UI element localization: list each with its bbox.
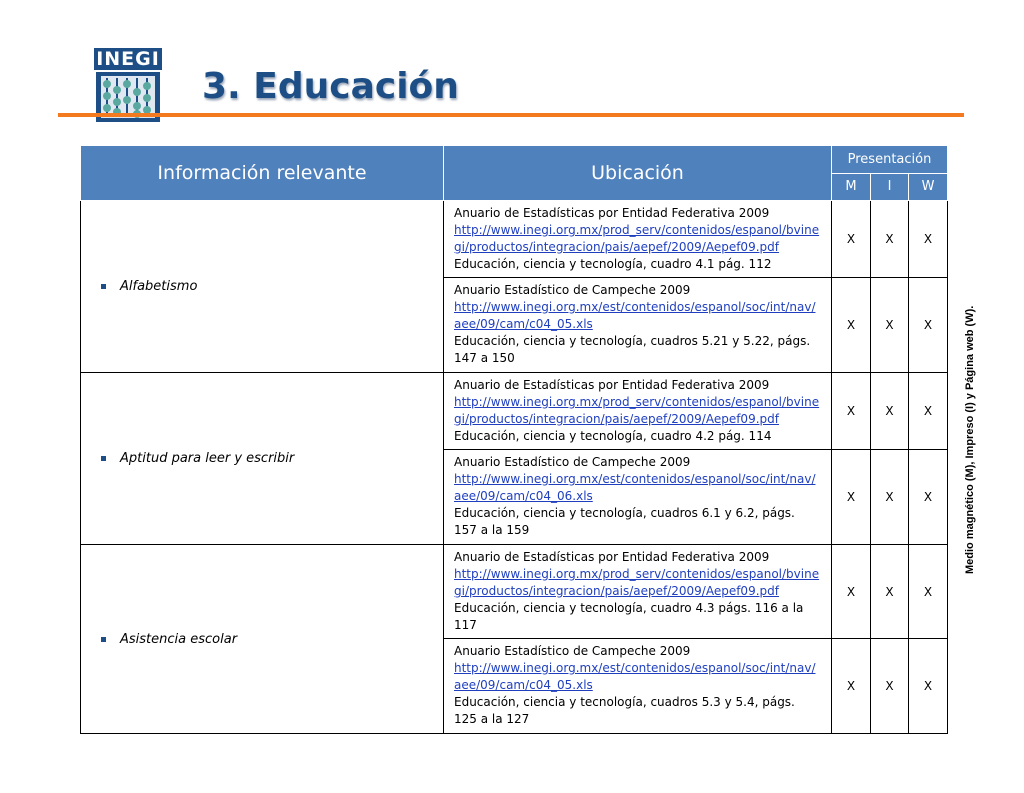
source-name: Anuario Estadístico de Campeche 2009: [454, 455, 691, 469]
bullet-icon: [101, 456, 106, 461]
source-link[interactable]: http://www.inegi.org.mx/est/contenidos/espanol/soc/int/nav/aee/09/cam/c04_06.xls: [454, 472, 816, 503]
item-alfabetismo: [81, 201, 444, 373]
mark-i: X: [871, 201, 909, 278]
table-row: [81, 201, 948, 278]
source-name: Anuario Estadístico de Campeche 2009: [454, 283, 691, 297]
header-location: Ubicación: [444, 146, 832, 201]
header-w: W: [909, 173, 948, 201]
item-label: Alfabetismo: [120, 279, 198, 294]
item-label: Asistencia escolar: [120, 631, 238, 647]
mark-m: X: [832, 450, 871, 545]
source-detail: Educación, ciencia y tecnología, cuadro 4.3 págs. 116 a la 117: [454, 601, 804, 632]
source-detail: Educación, ciencia y tecnología, cuadros 6.1 y 6.2, págs. 157 a la 159: [454, 506, 795, 537]
education-table: [80, 145, 948, 734]
table-row: [81, 545, 948, 639]
mark-m: X: [832, 278, 871, 373]
item-aptitud: [81, 373, 444, 545]
item-label: Aptitud para leer y escribir: [120, 451, 295, 466]
source-name: Anuario de Estadísticas por Entidad Federativa 2009: [454, 378, 770, 392]
mark-m: X: [832, 373, 871, 450]
source-name: Anuario de Estadísticas por Entidad Federativa 2009: [454, 206, 770, 220]
location-cell: [444, 373, 832, 450]
source-link[interactable]: http://www.inegi.org.mx/prod_serv/contenidos/espanol/bvinegi/productos/integracion/pais/aepef/2009/Aepef09.pdf: [454, 395, 820, 426]
source-detail: Educación, ciencia y tecnología, cuadro 4.2 pág. 114: [454, 429, 772, 443]
page-title: 3. Educación: [202, 66, 459, 107]
source-link[interactable]: http://www.inegi.org.mx/est/contenidos/espanol/soc/int/nav/aee/09/cam/c04_05.xls: [454, 300, 816, 331]
location-cell: [444, 450, 832, 545]
mark-i: X: [871, 639, 909, 734]
mark-w: X: [909, 278, 948, 373]
mark-w: X: [909, 450, 948, 545]
header-info: Información relevante: [81, 146, 444, 201]
mark-w: X: [909, 545, 948, 639]
mark-w: X: [909, 201, 948, 278]
mark-i: X: [871, 450, 909, 545]
mark-m: X: [832, 639, 871, 734]
source-detail: Educación, ciencia y tecnología, cuadros 5.3 y 5.4, págs. 125 a la 127: [454, 695, 795, 726]
logo-wordmark: INEGI: [94, 48, 162, 70]
presentation-legend: Medio magnético (M), Impreso (I) y Página web (W).: [964, 305, 976, 574]
location-cell: [444, 639, 832, 734]
source-link[interactable]: http://www.inegi.org.mx/est/contenidos/espanol/soc/int/nav/aee/09/cam/c04_05.xls: [454, 661, 816, 692]
mark-w: X: [909, 639, 948, 734]
source-detail: Educación, ciencia y tecnología, cuadros 5.21 y 5.22, págs. 147 a 150: [454, 334, 811, 365]
mark-m: X: [832, 201, 871, 278]
table-row: [81, 373, 948, 450]
mark-m: X: [832, 545, 871, 639]
item-asistencia: [81, 545, 444, 734]
source-name: Anuario Estadístico de Campeche 2009: [454, 644, 691, 658]
orange-divider: [58, 113, 964, 117]
source-link[interactable]: http://www.inegi.org.mx/prod_serv/contenidos/espanol/bvinegi/productos/integracion/pais/aepef/2009/Aepef09.pdf: [454, 223, 820, 254]
bullet-icon: [101, 637, 106, 642]
source-name: Anuario de Estadísticas por Entidad Federativa 2009: [454, 550, 770, 564]
header-m: M: [832, 173, 871, 201]
mark-w: X: [909, 373, 948, 450]
location-cell: [444, 201, 832, 278]
mark-i: X: [871, 278, 909, 373]
location-cell: [444, 278, 832, 373]
source-detail: Educación, ciencia y tecnología, cuadro 4.1 pág. 112: [454, 257, 772, 271]
header-i: I: [871, 173, 909, 201]
source-link[interactable]: http://www.inegi.org.mx/prod_serv/contenidos/espanol/bvinegi/productos/integracion/pais/aepef/2009/Aepef09.pdf: [454, 567, 820, 598]
bullet-icon: [101, 284, 106, 289]
mark-i: X: [871, 545, 909, 639]
location-cell: [444, 545, 832, 639]
header-presentation: Presentación: [832, 146, 948, 174]
mark-i: X: [871, 373, 909, 450]
